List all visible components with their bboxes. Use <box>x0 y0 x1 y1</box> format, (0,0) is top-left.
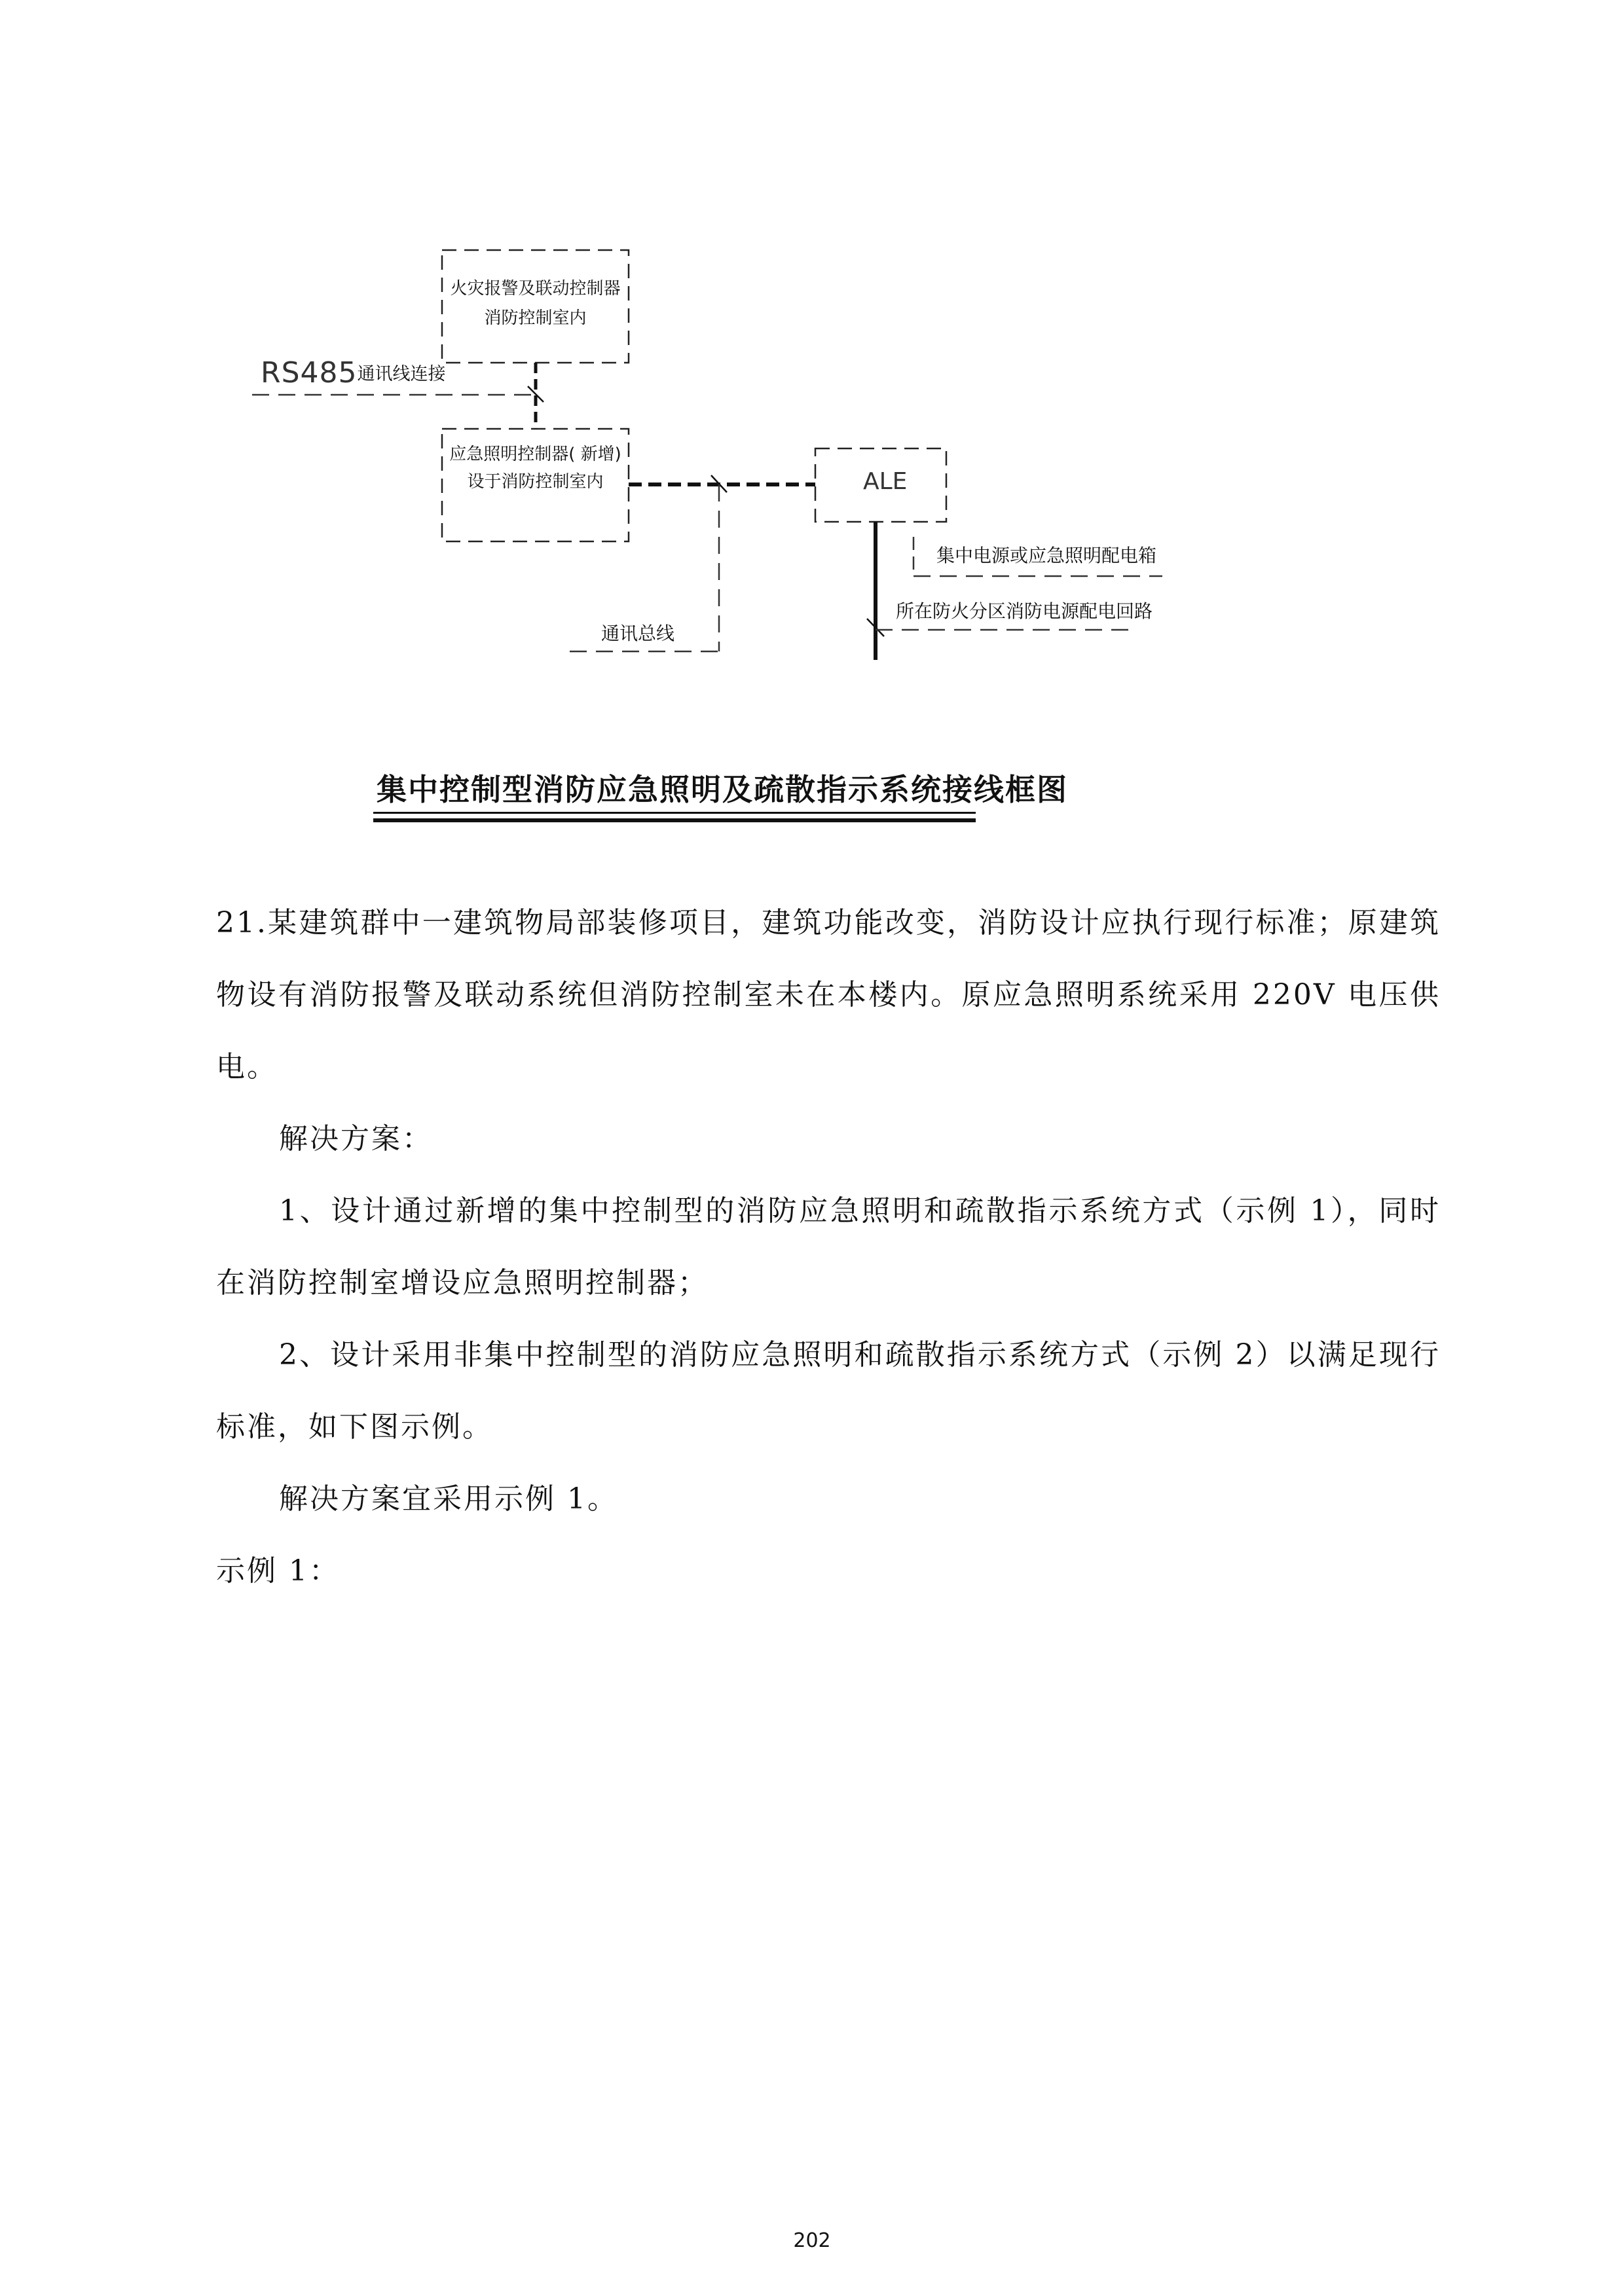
rs485-label <box>261 356 445 390</box>
diagram-caption: 集中控制型消防应急照明及疏散指示系统接线框图 <box>377 772 1068 807</box>
power-source-label: 集中电源或应急照明配电箱 <box>936 545 1157 566</box>
wiring-diagram <box>0 0 1624 720</box>
rs485-prefix: RS485 <box>261 356 358 390</box>
controller-label-2: 设于消防控制室内 <box>467 472 604 492</box>
paragraph-solution-2: 2、设计采用非集中控制型的消防应急照明和疏散指示系统方式（示例 2）以满足现行标准，如下图示例。 <box>216 1338 1441 1444</box>
power-circuit-label: 所在防火分区消防电源配电回路 <box>896 600 1153 622</box>
ale-label: ALE <box>863 468 908 495</box>
comm-bus-label: 通讯总线 <box>601 623 675 644</box>
document-body <box>216 887 1441 1607</box>
paragraph-item-21: 21.某建筑群中一建筑物局部装修项目，建筑功能改变，消防设计应执行现行标准；原建筑物设有消防报警及联动系统但消防控制室未在本楼内。原应急照明系统采用 220V 电压供电。 <box>216 906 1441 1084</box>
caption-underline-thin <box>373 812 976 814</box>
page-number: 202 <box>793 2229 831 2252</box>
paragraph-example-1: 示例 1： <box>216 1554 340 1588</box>
diagram-lines <box>0 0 1624 720</box>
controller-label-1: 应急照明控制器( 新增) <box>449 445 621 464</box>
paragraph-solution-1: 1、设计通过新增的集中控制型的消防应急照明和疏散指示系统方式（示例 1），同时在消防控制室增设应急照明控制器； <box>216 1194 1441 1300</box>
paragraph-solution-heading: 解决方案： <box>279 1122 433 1156</box>
caption-underline-thick <box>373 818 976 822</box>
paragraph-recommendation: 解决方案宜采用示例 1。 <box>279 1482 618 1516</box>
fire-alarm-label-2: 消防控制室内 <box>484 308 587 328</box>
fire-alarm-box <box>442 250 629 363</box>
rs485-suffix: 通讯线连接 <box>357 364 446 384</box>
fire-alarm-label-1: 火灾报警及联动控制器 <box>450 279 621 299</box>
